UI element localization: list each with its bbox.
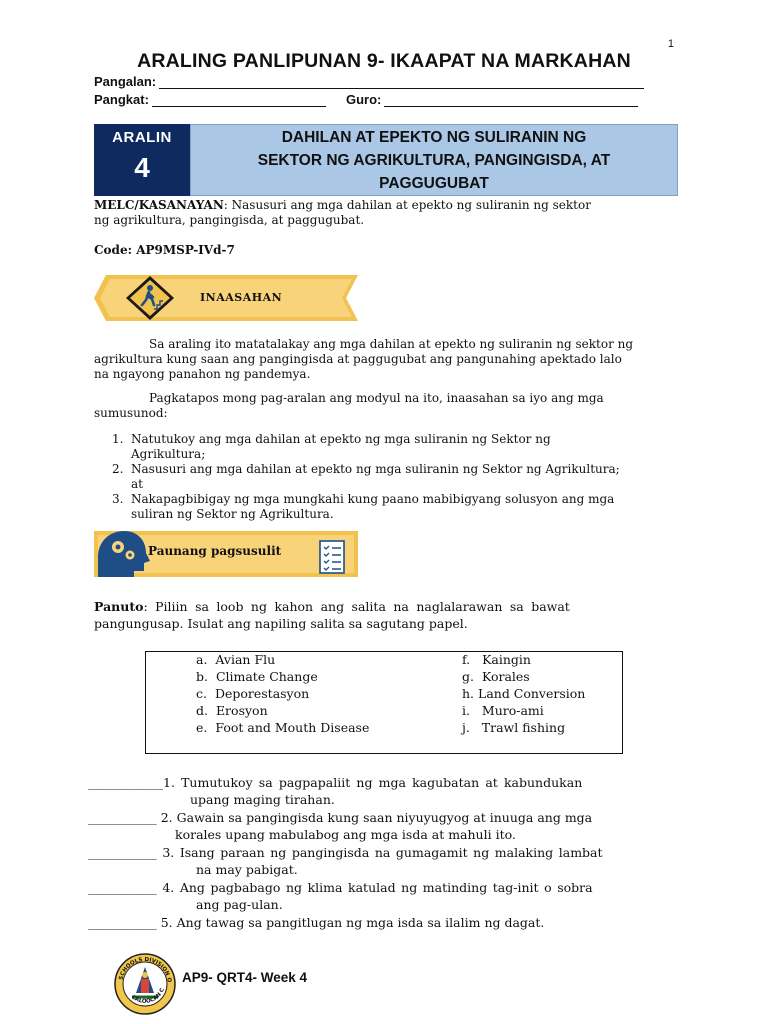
question-4: [88, 879, 688, 913]
name-field-row: [94, 74, 644, 89]
melc-text-1: : Nasusuri ang mga dahilan at epekto ng suliranin ng sektor: [223, 198, 591, 212]
svg-text:CALOOCAN CITY: CALOOCAN C: [130, 987, 166, 1005]
objective-number: 1.: [112, 432, 124, 446]
question-text-cont: ang pag-ulan.: [196, 897, 283, 912]
answer-blank[interactable]: ____________: [88, 775, 163, 790]
competency-code: Code: AP9MSP-IVd-7: [94, 243, 235, 257]
objective-text-cont: suliran ng Sektor ng Agrikultura.: [131, 507, 334, 521]
intro-line-1: Sa araling ito matatalakay ang mga dahilan at epekto ng suliranin ng sektor ng: [149, 337, 634, 351]
choices-box: [145, 651, 623, 754]
question-text: 1. Tumutukoy sa pagpapaliit ng mga kagubatan at kabundukan: [163, 775, 583, 790]
choice-item-j: j. Trawl fishing: [462, 720, 566, 735]
teacher-blank[interactable]: [384, 94, 638, 107]
objective-text: Nakapagbibigay ng mga mungkahi kung paano mabibigyang solusyon ang mga: [131, 492, 615, 506]
page-number: 1: [667, 38, 674, 50]
topic-line-2: SEKTOR NG AGRIKULTURA, PANGINGISDA, AT: [257, 152, 611, 169]
paunang-pagsusulit-banner: [94, 527, 358, 579]
expect-line-2: sumusunod:: [94, 406, 168, 420]
objective-item: [105, 432, 705, 462]
question-text: 2. Gawain sa pangingisda kung saan niyuyugyog at inuuga ang mga: [160, 810, 593, 825]
melc-text-2: ng agrikultura, pangingisda, at paggugubat.: [94, 213, 365, 227]
objective-text-cont: Agrikultura;: [131, 447, 206, 461]
objective-item: [105, 492, 705, 522]
panuto-line-2: pangungusap. Isulat ang napiling salita sa sagutang papel.: [94, 616, 468, 631]
teacher-field-row: [346, 92, 638, 107]
objective-text: Natutukoy ang mga dahilan at epekto ng mga suliranin ng Sektor ng: [131, 432, 551, 446]
choice-item-e: e. Foot and Mouth Disease: [196, 720, 370, 735]
choice-item-a: a. Avian Flu: [196, 652, 276, 667]
choice-item-b: b. Climate Change: [196, 669, 318, 684]
page-title: ARALING PANLIPUNAN 9- IKAAPAT NA MARKAHAN: [137, 50, 631, 72]
lesson-topic-banner: [190, 124, 678, 196]
division-seal-logo: [114, 953, 176, 1015]
section-label: Pangkat:: [94, 92, 149, 107]
answer-blank[interactable]: ___________: [88, 810, 157, 825]
svg-text:SCHOOLS DIVISION OFFICE: SCHOOLS DIVISION O: [118, 956, 173, 983]
inaasahan-intro: [94, 337, 694, 382]
teacher-label: Guro:: [346, 92, 382, 107]
choice-item-i: i. Muro-ami: [462, 703, 544, 718]
choice-item-d: d. Erosyon: [196, 703, 268, 718]
inaasahan-expectations: [94, 391, 694, 421]
name-blank[interactable]: [159, 76, 644, 89]
question-3: [88, 844, 688, 878]
topic-line-3: PAGGUGUBAT: [379, 175, 489, 192]
checklist-icon: [320, 541, 344, 573]
objective-text-cont: at: [131, 477, 143, 491]
intro-line-3: na ngayong panahon ng pandemya.: [94, 367, 311, 381]
objective-item: [105, 462, 705, 492]
panuto-block: [94, 598, 694, 632]
footer-label: AP9- QRT4- Week 4: [182, 970, 308, 985]
question-text: 5. Ang tawag sa pangitlugan ng mga isda sa ilalim ng dagat.: [160, 915, 545, 930]
question-text-cont: korales upang mabulabog ang mga isda at mahuli ito.: [175, 827, 516, 842]
name-label: Pangalan:: [94, 74, 157, 89]
expect-line-1: Pagkatapos mong pag-aralan ang modyul na ito, inaasahan sa iyo ang mga: [149, 391, 604, 405]
question-text-cont: na may pabigat.: [196, 862, 298, 877]
question-text-cont: upang maging tirahan.: [190, 792, 335, 807]
question-1: [88, 774, 688, 808]
choice-item-f: f. Kaingin: [462, 652, 531, 667]
question-5: [88, 914, 688, 931]
question-text: 3. Isang paraan ng pangingisda na gumagamit ng malaking lambat: [162, 845, 603, 860]
answer-blank[interactable]: ___________: [88, 880, 157, 895]
inaasahan-banner: [94, 273, 358, 323]
melc-label: MELC/KASANAYAN: [94, 198, 224, 212]
aralin-label: ARALIN: [112, 129, 172, 146]
choice-item-g: g. Korales: [462, 669, 530, 684]
choice-item-h: h. Land Conversion: [462, 686, 586, 701]
answer-blank[interactable]: ___________: [88, 915, 157, 930]
choice-item-c: c. Deporestasyon: [196, 686, 310, 701]
paunang-label: Paunang pagsusulit: [148, 544, 282, 558]
panuto-label: Panuto: [94, 599, 144, 614]
objective-text: Nasusuri ang mga dahilan at epekto ng mga suliranin ng Sektor ng Agrikultura;: [131, 462, 620, 476]
objective-number: 2.: [112, 462, 124, 476]
topic-line-1: DAHILAN AT EPEKTO NG SULIRANIN NG: [281, 129, 587, 146]
answer-blank[interactable]: ___________: [88, 845, 157, 860]
objectives-list: [105, 432, 705, 522]
aralin-badge: [94, 124, 190, 196]
aralin-number: 4: [134, 152, 150, 183]
objective-number: 3.: [112, 492, 124, 506]
panuto-line-1: : Piliin sa loob ng kahon ang salita na naglalarawan sa bawat: [143, 599, 570, 614]
question-2: [88, 809, 688, 843]
question-text: 4. Ang pagbabago ng klima katulad ng matinding tag-init o sobra: [162, 880, 593, 895]
section-blank[interactable]: [152, 94, 326, 107]
intro-line-2: agrikultura kung saan ang pangingisda at paggugubat ang pangunahing apektado lalo: [94, 352, 622, 366]
melc-block: [94, 198, 694, 228]
section-field-row: [94, 92, 326, 107]
inaasahan-label: INAASAHAN: [200, 291, 283, 304]
